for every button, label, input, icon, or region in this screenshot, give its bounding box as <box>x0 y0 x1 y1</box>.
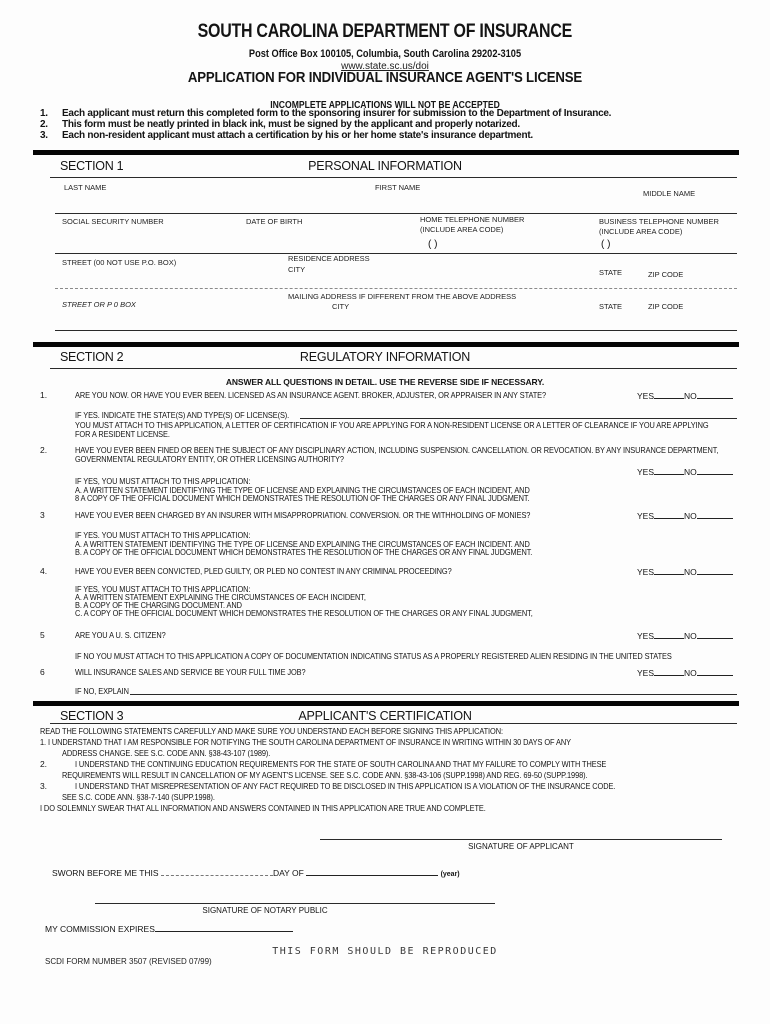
section3-header-underline <box>50 723 737 724</box>
q1-if-yes-span: IF YES. INDICATE THE STATE(S) AND TYPE(S) OF LICENSE(S). <box>75 410 290 420</box>
q4-no-blank[interactable] <box>697 566 733 575</box>
dob-label: DATE OF BIRTH <box>246 217 303 226</box>
q1-yes-no <box>637 390 733 401</box>
q1-note-2 <box>75 429 184 439</box>
q4-yes-label: YES <box>637 567 655 577</box>
commission-blank[interactable] <box>155 923 293 932</box>
section2-note <box>0 372 770 390</box>
cert-item3-line2-span: SEE S.C. CODE ANN. §38-7-140 (SUPP.1998). <box>62 792 215 802</box>
mailing-state-label: STATE <box>599 302 623 311</box>
website-link[interactable]: www.state.sc.us/doi <box>341 61 429 72</box>
mailing-street-label: STREET OR P 0 BOX <box>62 300 136 309</box>
q1-number: 1. <box>40 390 48 400</box>
cert-item1-line1 <box>40 737 650 747</box>
q6-no-blank[interactable] <box>697 667 733 676</box>
q6-text-span: WILL INSURANCE SALES AND SERVICE BE YOUR FULL TIME JOB? <box>75 667 306 677</box>
q4-no-label: NO <box>684 567 697 577</box>
q3-no-label: NO <box>684 511 697 521</box>
residence-city-label: CITY <box>288 265 306 274</box>
section3-intro-span: READ THE FOLLOWING STATEMENTS CAREFULLY AND MAKE SURE YOU UNDERSTAND EACH BEFORE SIGNING THIS APPLICATION: <box>40 726 503 736</box>
section3-title: APPLICANT'S CERTIFICATION <box>298 709 472 723</box>
row-divider-3 <box>55 330 737 331</box>
q6-yes-blank[interactable] <box>654 667 684 676</box>
q4-number: 4. <box>40 566 48 576</box>
page-title <box>0 21 770 43</box>
oath-line <box>40 803 552 813</box>
q1-note-2-span: FOR A RESIDENT LICENSE. <box>75 429 170 439</box>
q2-text-line2 <box>75 454 384 464</box>
q4-note-2-span: A. A WRITTEN STATEMENT EXPLAINING THE CIRCUMSTANCES OF EACH INCIDENT, <box>75 592 366 602</box>
year-label: (year) <box>440 871 460 878</box>
instruction-3-num: 3. <box>40 130 48 141</box>
q4-yes-no <box>637 566 733 577</box>
business-phone-parens[interactable]: ( ) <box>601 239 611 250</box>
section3-top-bar <box>33 701 739 706</box>
instruction-3-text: Each non-resident applicant must attach a certification by his or her home state's insurance department. <box>62 130 533 141</box>
business-phone-label: BUSINESS TELEPHONE NUMBER <box>599 217 719 226</box>
residence-address-label: RESIDENCE ADDRESS <box>288 254 370 263</box>
sworn-day-blank[interactable] <box>161 867 273 876</box>
cert-item2-line1-span: I UNDERSTAND THE CONTINUING EDUCATION REQUIREMENTS FOR THE STATE OF SOUTH CAROLINA AND THAT MY FAILURE TO COMPLY WITH THESE <box>75 759 607 769</box>
day-of-label: DAY OF <box>272 868 304 878</box>
section1-top-bar <box>33 150 739 155</box>
q6-yes-no <box>637 667 733 678</box>
q2-line2-span: GOVERNMENTAL REGULATORY ENTITY, OR OTHER LICENSING AUTHORITY? <box>75 454 344 464</box>
q6-explain-span: IF NO, EXPLAIN <box>75 686 129 696</box>
section1-title: PERSONAL INFORMATION <box>308 159 462 173</box>
row-divider-1 <box>55 213 737 214</box>
q5-yes-no <box>637 630 733 641</box>
reproduce-note-text: THIS FORM SHOULD BE REPRODUCED <box>272 946 498 957</box>
q4-text-span: HAVE YOU EVER BEEN CONVICTED, PLED GUILTY, OR PLED NO CONTEST IN ANY CRIMINAL PROCEEDING? <box>75 566 452 576</box>
form-title-text: APPLICATION FOR INDIVIDUAL INSURANCE AGENT'S LICENSE <box>187 69 583 86</box>
cert-item3-line1 <box>75 781 696 791</box>
applicant-signature-label: SIGNATURE OF APPLICANT <box>468 842 574 851</box>
cert-item1-line2 <box>62 748 301 758</box>
cert-item3-line1-span: I UNDERSTAND THAT MISREPRESENTATION OF ANY FACT REQUIRED TO BE DISCLOSED IN THIS APPLICATION IS A VIOLATION OF THE INSURANCE CODE. <box>75 781 616 791</box>
mailing-zip-label: ZIP CODE <box>648 302 684 311</box>
q3-yes-blank[interactable] <box>654 510 684 519</box>
residence-street-label: STREET (00 NOT USE P.O. BOX) <box>62 258 177 267</box>
q3-number: 3 <box>40 510 45 520</box>
q2-note-3 <box>75 493 597 503</box>
sworn-month-blank[interactable] <box>306 867 438 876</box>
q5-yes-label: YES <box>637 631 655 641</box>
q6-no-label: NO <box>684 668 697 678</box>
page-title-text: SOUTH CAROLINA DEPARTMENT OF INSURANCE <box>197 21 573 42</box>
business-phone-area-code-label: (INCLUDE AREA CODE) <box>599 227 683 236</box>
q1-yes-label: YES <box>637 391 655 401</box>
instruction-1-num: 1. <box>40 108 48 119</box>
applicant-signature-line[interactable] <box>320 839 722 840</box>
q3-yes-label: YES <box>637 511 655 521</box>
q1-yes-blank[interactable] <box>654 390 684 399</box>
q5-note-1-span: IF NO YOU MUST ATTACH TO THIS APPLICATION A COPY OF DOCUMENTATION INDICATING STATUS AS A PROPERLY REGISTERED ALIEN RESIDING IN THE UNITED STATES <box>75 651 672 661</box>
q2-no-blank[interactable] <box>697 466 733 475</box>
mailing-address-label: MAILING ADDRESS IF DIFFERENT FROM THE ABOVE ADDRESS <box>288 292 517 301</box>
instruction-2-text: This form must be neatly printed in black ink, must be signed by the applicant and properly notarized. <box>62 119 520 130</box>
q4-text <box>75 566 508 576</box>
q4-yes-blank[interactable] <box>654 566 684 575</box>
q1-note-1-span: YOU MUST ATTACH TO THIS APPLICATION, A LETTER OF CERTIFICATION IF YOU ARE APPLYING FOR A NON-RESIDENT LICENSE OR A LETTER OF CLEARANCE IF YOU ARE APPLYING <box>75 420 709 430</box>
q3-note-3-span: B. A COPY OF THE OFFICIAL DOCUMENT WHICH DEMONSTRATES THE RESOLUTION OF THE CHARGES OR ANY FINAL JUDGMENT. <box>75 547 533 557</box>
q2-yes-label: YES <box>637 467 655 477</box>
q6-explain-label <box>75 686 137 696</box>
home-phone-parens[interactable]: ( ) <box>428 239 438 250</box>
q2-note-1-span: IF YES, YOU MUST ATTACH TO THIS APPLICATION: <box>75 476 251 486</box>
home-phone-label: HOME TELEPHONE NUMBER <box>420 215 525 224</box>
form-title <box>0 69 770 87</box>
q1-no-blank[interactable] <box>697 390 733 399</box>
first-name-label: FIRST NAME <box>375 183 421 192</box>
q1-if-yes-label <box>75 410 321 420</box>
q2-yes-blank[interactable] <box>654 466 684 475</box>
q2-number: 2. <box>40 445 48 455</box>
notary-signature-line[interactable] <box>95 903 495 904</box>
q4-note-1-span: IF YES, YOU MUST ATTACH TO THIS APPLICATION: <box>75 584 251 594</box>
sworn-row <box>52 867 460 878</box>
residence-zip-label: ZIP CODE <box>648 270 684 279</box>
section2-note-text: ANSWER ALL QUESTIONS IN DETAIL. USE THE REVERSE SIDE IF NECESSARY. <box>225 377 545 387</box>
q2-no-label: NO <box>684 467 697 477</box>
cert-item2-num: 2. <box>40 759 47 769</box>
q2-yes-no <box>637 466 733 477</box>
middle-name-label: MIDDLE NAME <box>643 189 696 198</box>
q5-note-1 <box>75 651 761 661</box>
q5-no-blank[interactable] <box>697 630 733 639</box>
q3-no-blank[interactable] <box>697 510 733 519</box>
q5-no-label: NO <box>684 631 697 641</box>
residence-state-label: STATE <box>599 268 623 277</box>
section2-header-underline <box>50 368 737 369</box>
commission-label: MY COMMISSION EXPIRES <box>45 924 155 934</box>
last-name-label: LAST NAME <box>64 183 107 192</box>
section1-header-underline <box>50 177 737 178</box>
form-number: SCDI FORM NUMBER 3507 (REVISED 07/99) <box>45 957 212 966</box>
q2-note-2-span: A. A WRITTEN STATEMENT IDENTIFYING THE TYPE OF LICENSE AND EXPLAINING THE CIRCUMSTANCES OF EACH INCIDENT, AND <box>75 485 530 495</box>
home-phone-area-code-label: (INCLUDE AREA CODE) <box>420 225 504 234</box>
instruction-1-text: Each applicant must return this completed form to the sponsoring insurer for submission to the Department of Insurance. <box>62 108 612 119</box>
mailing-city-label: CITY <box>332 302 350 311</box>
q4-note-4-span: C. A COPY OF THE OFFICIAL DOCUMENT WHICH DEMONSTRATES THE RESOLUTION OF THE CHARGES OR ANY FINAL JUDGMENT, <box>75 608 533 618</box>
q6-yes-label: YES <box>637 668 655 678</box>
section2-top-bar <box>33 342 739 347</box>
address-line-text: Post Office Box 100105, Columbia, South Carolina 29202-3105 <box>248 48 522 60</box>
cert-item2-line1 <box>75 759 686 769</box>
q3-note-3 <box>75 547 601 557</box>
section3-intro <box>40 726 572 736</box>
section1-label: SECTION 1 <box>60 159 124 173</box>
section3-label: SECTION 3 <box>60 709 124 723</box>
q6-number: 6 <box>40 667 45 677</box>
q3-note-2-span: A. A WRITTEN STATEMENT IDENTIFYING THE TYPE OF LICENSE AND EXPLAINING THE CIRCUMSTANCES OF EACH INCIDENT. AND <box>75 539 530 549</box>
q2-note-3-span: 8 A COPY OF THE OFFICIAL DOCUMENT WHICH DEMONSTRATES THE RESOLUTION OF THE CHARGES OR ANY FINAL JUDGMENT. <box>75 493 530 503</box>
sworn-prefix-label: SWORN BEFORE ME THIS <box>52 868 159 878</box>
cert-item1-line2-span: ADDRESS CHANGE. SEE S.C. CODE ANN. §38-43-107 (1989). <box>62 748 271 758</box>
row-divider-2 <box>55 253 737 254</box>
q5-text <box>75 630 179 640</box>
q5-text-span: ARE YOU A U. S. CITIZEN? <box>75 630 166 640</box>
warning-text: INCOMPLETE APPLICATIONS WILL NOT BE ACCEPTED <box>270 99 500 111</box>
q3-text-span: HAVE YOU EVER BEEN CHARGED BY AN INSURER WITH MISAPPROPRIATION. CONVERSION. OR THE WITHHOLDING OF MONIES? <box>75 510 531 520</box>
ssn-label: SOCIAL SECURITY NUMBER <box>62 217 164 226</box>
q1-no-label: NO <box>684 391 697 401</box>
q6-explain-blank[interactable] <box>130 694 737 695</box>
instruction-2-num: 2. <box>40 119 48 130</box>
section2-title: REGULATORY INFORMATION <box>299 350 471 364</box>
q1-license-types-blank[interactable] <box>300 418 737 419</box>
q5-yes-blank[interactable] <box>654 630 684 639</box>
q2-line1-span: HAVE YOU EVER BEEN FINED OR BEEN THE SUBJECT OF ANY DISCIPLINARY ACTION, INCLUDING SUSPENSION. CANCELLATION. OR REVOCATION. BY ANY INSURANCE DEPARTMENT, <box>75 445 719 455</box>
cert-item2-line2-span: REQUIREMENTS WILL RESULT IN CANCELLATION OF MY AGENT'S LICENSE. SEE S.C. CODE ANN. §38-43-106 (SUPP.1998) AND REG. 69-50 (SUPP.1998). <box>62 770 588 780</box>
q3-note-1-span: IF YES. YOU MUST ATTACH TO THIS APPLICATION: <box>75 530 251 540</box>
q4-note-4 <box>75 608 601 618</box>
q4-note-3-span: B. A COPY OF THE CHARGING DOCUMENT. AND <box>75 600 242 610</box>
cert-item3-line2 <box>62 792 238 802</box>
notary-signature-label: SIGNATURE OF NOTARY PUBLIC <box>202 906 328 915</box>
commission-row <box>45 923 293 934</box>
q1-text-span: ARE YOU NOW. OR HAVE YOU EVER BEEN. LICENSED AS AN INSURANCE AGENT. BROKER, ADJUSTER, OR APPRAISER IN ANY STATE? <box>75 390 547 400</box>
q3-yes-no <box>637 510 733 521</box>
row-divider-dashed <box>55 288 737 289</box>
q5-number: 5 <box>40 630 45 640</box>
q3-text <box>75 510 598 520</box>
oath-line-span: I DO SOLEMNLY SWEAR THAT ALL INFORMATION AND ANSWERS CONTAINED IN THIS APPLICATION ARE TRUE AND COMPLETE. <box>40 803 486 813</box>
section2-label: SECTION 2 <box>60 350 124 364</box>
q6-text <box>75 667 340 677</box>
cert-item3-num: 3. <box>40 781 47 791</box>
cert-item2-line2 <box>62 770 666 780</box>
cert-item1-line1-span: 1. I UNDERSTAND THAT I AM RESPONSIBLE FOR NOTIFYING THE SOUTH CAROLINA DEPARTMENT OF INSURANCE IN WRITING WITHIN 30 DAYS OF ANY <box>40 737 571 747</box>
q1-text <box>75 390 616 400</box>
